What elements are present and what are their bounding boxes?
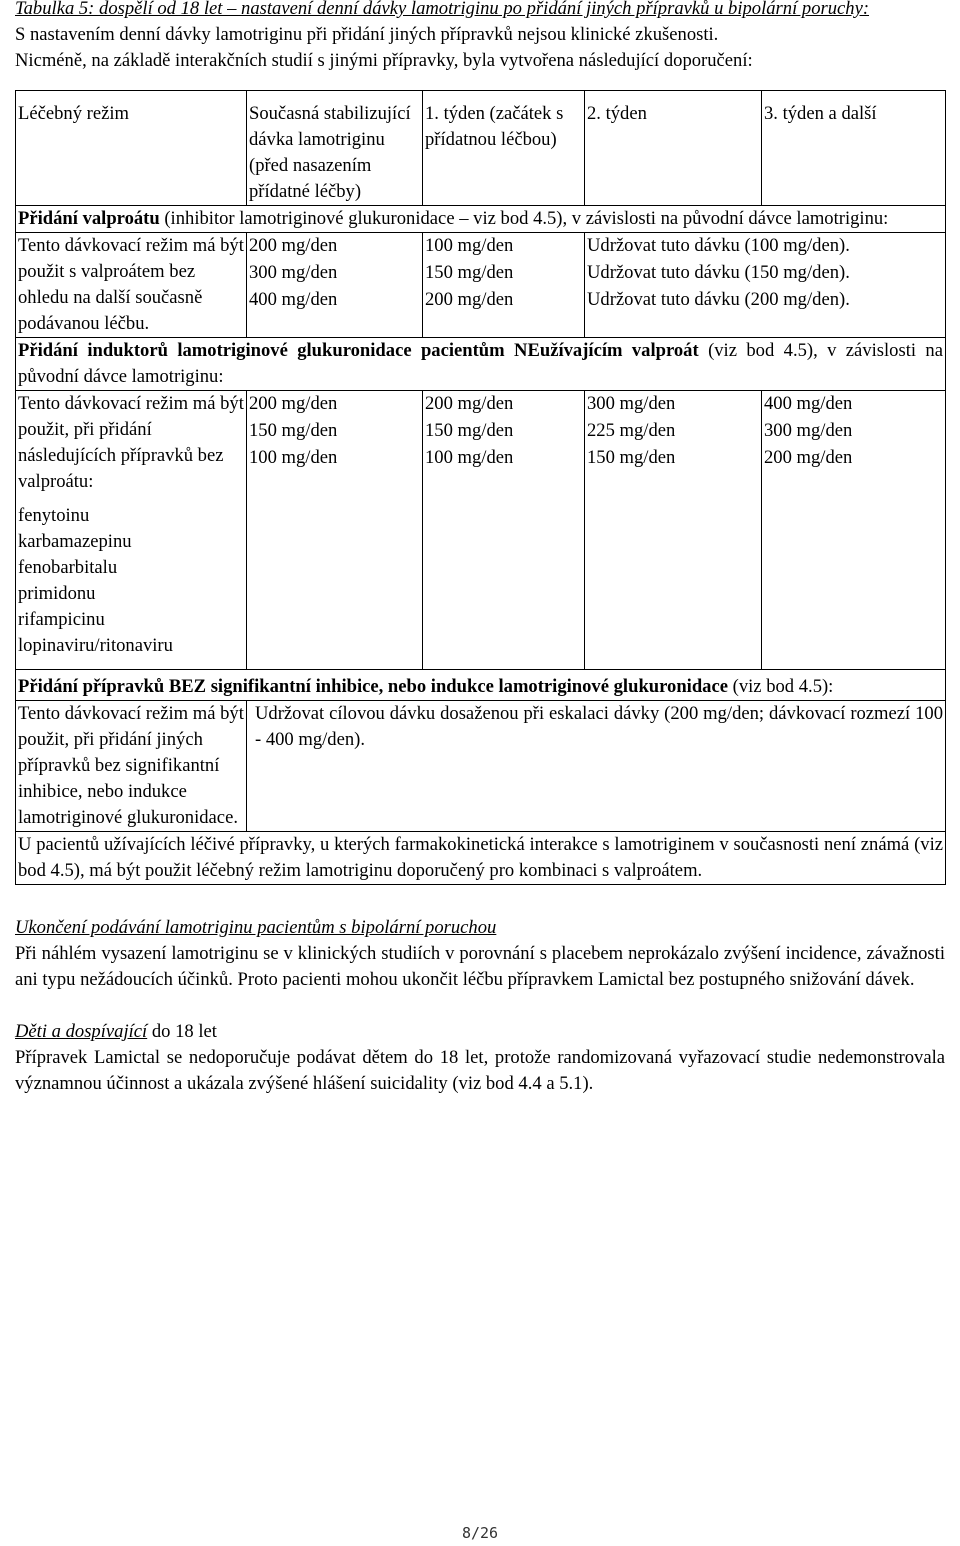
intro-line-1: S nastavením denní dávky lamotriginu při přidání jiných přípravků nejsou klinické zkušenosti. bbox=[15, 24, 719, 45]
inducers-week2-doses bbox=[585, 391, 762, 670]
section-valproate-title-rest: (inhibitor lamotriginové glukuronidace – viz bod 4.5), v závislosti na původní dávce lamotriginu: bbox=[159, 208, 889, 229]
list-item: karbamazepinu bbox=[18, 531, 132, 552]
section-neutral-title-rest: (viz bod 4.5): bbox=[728, 676, 834, 697]
section-inducers-title-rest: (viz bod 4.5), v závislosti na původní dávce lamotriginu: bbox=[18, 340, 943, 387]
inducers-drug-list bbox=[18, 503, 244, 659]
table-cell: 200 mg/den bbox=[425, 289, 514, 310]
section-discontinuation-text: Při náhlém vysazení lamotriginu se v klinických studiích v porovnání s placebem neprokázalo zvýšení incidence, závažnosti ani typu nežádoucích účinků. Proto pacienti mohou ukončit léčbu přípravkem Lamictal bez postupného snižování dávek. bbox=[15, 943, 945, 990]
section-discontinuation-heading: Ukončení podávání lamotriginu pacientům s bipolární poruchou bbox=[15, 917, 497, 938]
table-cell: 150 mg/den bbox=[425, 420, 514, 441]
valproate-regimen-label: Tento dávkovací režim má být použit s valproátem bez ohledu na další současně podávanou léčbu. bbox=[16, 233, 247, 338]
table-header-row bbox=[16, 91, 946, 206]
table-cell: 200 mg/den bbox=[425, 393, 514, 414]
inducers-current-doses bbox=[247, 391, 423, 670]
table-cell: 150 mg/den bbox=[587, 447, 676, 468]
inducers-regimen-label: Tento dávkovací režim má být použit, při přidání následujících přípravků bez valproátu: bbox=[18, 393, 244, 492]
header-week-1: 1. týden (začátek s přídatnou léčbou) bbox=[423, 91, 585, 206]
valproate-week1-doses bbox=[423, 233, 585, 338]
section-valproate-title-bold: Přidání valproátu bbox=[18, 208, 160, 229]
table-footnote-row bbox=[16, 832, 946, 885]
section-inducers-title-row bbox=[16, 338, 946, 391]
dosing-table bbox=[15, 90, 946, 885]
document-page bbox=[15, 0, 945, 1097]
list-item: primidonu bbox=[18, 583, 96, 604]
table-caption: Tabulka 5: dospělí od 18 let – nastavení denní dávky lamotriginu po přidání jiných přípravků u bipolární poruchy: bbox=[15, 0, 870, 19]
list-item: fenytoinu bbox=[18, 505, 90, 526]
section-neutral-row bbox=[16, 701, 946, 832]
inducers-regimen-label-cell bbox=[16, 391, 247, 670]
header-week-3: 3. týden a další bbox=[762, 91, 946, 206]
table-cell: 150 mg/den bbox=[425, 262, 514, 283]
table-cell: 100 mg/den bbox=[425, 235, 514, 256]
header-regimen: Léčebný režim bbox=[16, 91, 247, 206]
table-cell: 200 mg/den bbox=[249, 393, 338, 414]
page-number: 8/26 bbox=[461, 1524, 499, 1542]
section-neutral-title-bold: Přidání přípravků BEZ signifikantní inhibice, nebo indukce lamotriginové glukuronidace bbox=[18, 676, 728, 697]
section-valproate-row bbox=[16, 233, 946, 338]
table-cell: 400 mg/den bbox=[249, 289, 338, 310]
section-valproate-title-row bbox=[16, 206, 946, 233]
valproate-maintain-doses bbox=[585, 233, 946, 338]
neutral-recommendation: Udržovat cílovou dávku dosaženou při eskalaci dávky (200 mg/den; dávkovací rozmezí 100 - 400 mg/den). bbox=[247, 701, 946, 832]
table-cell: 225 mg/den bbox=[587, 420, 676, 441]
section-inducers-title-bold: Přidání induktorů lamotriginové glukuronidace pacientům NEužívajícím valproát bbox=[18, 340, 699, 361]
table-cell: 200 mg/den bbox=[249, 235, 338, 256]
header-week-2: 2. týden bbox=[585, 91, 762, 206]
section-children-heading-italic: Děti a dospívající bbox=[15, 1021, 148, 1042]
table-cell: 100 mg/den bbox=[249, 447, 338, 468]
table-cell: 300 mg/den bbox=[764, 420, 853, 441]
table-cell: 100 mg/den bbox=[425, 447, 514, 468]
table-cell: Udržovat tuto dávku (200 mg/den). bbox=[587, 289, 850, 310]
section-neutral-title-row bbox=[16, 670, 946, 701]
intro-line-2: Nicméně, na základě interakčních studií s jinými přípravky, byla vytvořena následující doporučení: bbox=[15, 50, 753, 71]
table-cell: 300 mg/den bbox=[249, 262, 338, 283]
table-cell: Udržovat tuto dávku (150 mg/den). bbox=[587, 262, 850, 283]
valproate-current-doses bbox=[247, 233, 423, 338]
inducers-week3-doses bbox=[762, 391, 946, 670]
section-valproate-title bbox=[16, 206, 946, 233]
table-cell: Udržovat tuto dávku (100 mg/den). bbox=[587, 235, 850, 256]
table-footnote: U pacientů užívajících léčivé přípravky, u kterých farmakokinetická interakce s lamotriginem v současnosti není známá (viz bod 4.5), má být použit léčebný režim lamotriginu doporučený pro kombinaci s valproátem. bbox=[16, 832, 946, 885]
header-current-dose: Současná stabilizující dávka lamotriginu (před nasazením přídatné léčby) bbox=[247, 91, 423, 206]
list-item: rifampicinu bbox=[18, 609, 105, 630]
table-cell: 150 mg/den bbox=[249, 420, 338, 441]
inducers-week1-doses bbox=[423, 391, 585, 670]
table-cell: 300 mg/den bbox=[587, 393, 676, 414]
table-cell: 400 mg/den bbox=[764, 393, 853, 414]
section-children-heading-rest: do 18 let bbox=[147, 1021, 217, 1042]
neutral-regimen-label: Tento dávkovací režim má být použit, při přidání jiných přípravků bez signifikantní inhibice, nebo indukce lamotriginové glukuronidace. bbox=[16, 701, 247, 832]
section-inducers-title bbox=[16, 338, 946, 391]
table-cell: 200 mg/den bbox=[764, 447, 853, 468]
section-children-text: Přípravek Lamictal se nedoporučuje podávat dětem do 18 let, protože randomizovaná vyřazovací studie nedemonstrovala významnou účinnost a ukázala zvýšené hlášení suicidality (viz bod 4.4 a 5.1). bbox=[15, 1047, 945, 1094]
section-children-heading bbox=[15, 1019, 945, 1045]
list-item: lopinaviru/ritonaviru bbox=[18, 635, 173, 656]
list-item: fenobarbitalu bbox=[18, 557, 118, 578]
section-neutral-title bbox=[16, 670, 946, 701]
section-inducers-row bbox=[16, 391, 946, 670]
